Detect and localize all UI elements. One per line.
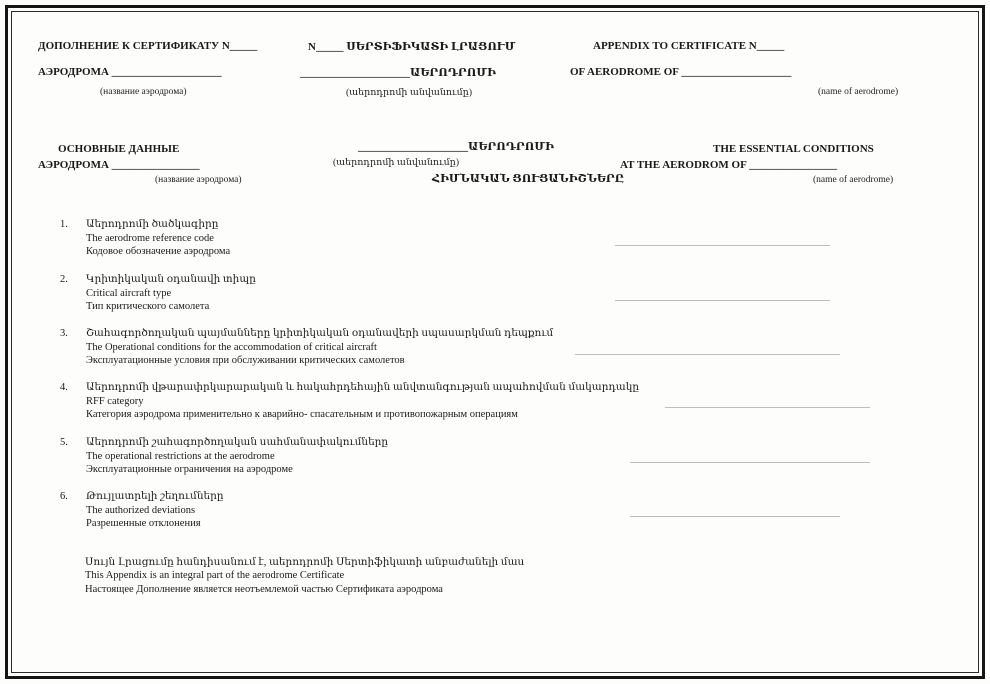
- item-number: 4.: [60, 382, 68, 393]
- item-text-russian: Категория аэродрома применительно к аварийно- спасательным и противопожарным операциям: [86, 409, 518, 420]
- item-number: 6.: [60, 491, 68, 502]
- item-text-armenian: Կրիտիկական օդանավի տիպը: [86, 274, 256, 285]
- item-text-english: The aerodrome reference code: [86, 232, 214, 244]
- header-caption-ru: (название аэродрома): [100, 87, 187, 97]
- subheader-caption-ru: (название аэродрома): [155, 175, 242, 185]
- item-number: 5.: [60, 437, 68, 448]
- subheader-aerodrome-ru: АЭРОДРОМА ________________: [38, 159, 200, 171]
- item-text-armenian: Շահագործողական պայմանները կրիտիկական օդանավերի սպասարկման դեպքում: [86, 328, 554, 339]
- header-aerodrome-en: OF AERODROME OF ____________________: [570, 66, 792, 78]
- subheader-title-hy: ՀԻՄՆԱԿԱՆ ՑՈՒՑԱՆԻՇՆԵՐԸ: [432, 173, 624, 185]
- header-aerodrome-ru: АЭРОДРОМА ____________________: [38, 66, 222, 78]
- item-number: 3.: [60, 328, 68, 339]
- fill-in-line-4: _________________________________________: [665, 398, 870, 409]
- form-item-4: [60, 381, 640, 422]
- form-item-1: [60, 218, 600, 259]
- subheader-title-en: THE ESSENTIAL CONDITIONS: [713, 143, 874, 155]
- header-aerodrome-hy: ____________________ԱԵՐՈԴՐՈՄԻ: [300, 67, 496, 79]
- footer-statement-english: This Appendix is an integral part of the aerodrome Certificate: [85, 570, 345, 581]
- item-text-english: Critical aircraft type: [86, 287, 172, 299]
- fill-in-line-1: ___________________________________________: [615, 236, 830, 247]
- subheader-caption-en: (name of aerodrome): [813, 175, 894, 185]
- item-text-english: The operational restrictions at the aerodrome: [86, 450, 275, 462]
- item-number: 1.: [60, 219, 68, 230]
- item-text-russian: Кодовое обозначение аэродрома: [86, 246, 231, 257]
- item-text-armenian: Աերոդրոմի ծածկագիրը: [86, 219, 219, 230]
- item-number: 2.: [60, 274, 68, 285]
- item-text-russian: Эксплуатационные условия при обслуживании критических самолетов: [86, 355, 405, 366]
- fill-in-line-5: ________________________________________________: [630, 453, 870, 464]
- item-text-english: The authorized deviations: [86, 504, 196, 516]
- item-text-english: RFF category: [86, 395, 144, 407]
- footer-statement-russian: Настоящее Дополнение является неотъемлемой частью Сертификата аэродрома: [85, 584, 443, 595]
- subheader-aerodrome-en: AT THE AERODROM OF ________________: [620, 159, 838, 171]
- form-item-2: [60, 273, 600, 314]
- header-caption-hy: (աերոդրոմի անվանումը): [346, 88, 473, 98]
- fill-in-line-6: __________________________________________: [630, 507, 840, 518]
- subheader-title-ru: ОСНОВНЫЕ ДАННЫЕ: [58, 143, 180, 155]
- header-title-en: APPENDIX TO CERTIFICATE N_____: [593, 40, 785, 52]
- item-text-armenian: Աերոդրոմի վթարափրկարարական և հակահրդեհային անվտանգության ապահովման մակարդակը: [86, 382, 640, 393]
- item-text-russian: Разрешенные отклонения: [86, 518, 201, 529]
- item-text-armenian: Թույլատրելի շեղումները: [86, 491, 224, 502]
- header-caption-en: (name of aerodrome): [818, 87, 899, 97]
- fill-in-line-3: _____________________________________________________: [575, 345, 840, 356]
- form-item-3: [60, 327, 600, 368]
- fill-in-line-2: ___________________________________________: [615, 291, 830, 302]
- item-text-english: The Operational conditions for the accommodation of critical aircraft: [86, 341, 377, 353]
- footer-statement-armenian: Սույն Լրացումը հանդիսանում է, աերոդրոմի Սերտիֆիկատի անբաժանելի մաս: [85, 557, 525, 568]
- form-item-5: [60, 436, 600, 477]
- item-text-russian: Тип критического самолета: [86, 301, 210, 312]
- header-title-ru: ДОПОЛНЕНИЕ К СЕРТИФИКАТУ N_____: [38, 40, 258, 52]
- form-item-6: [60, 490, 600, 531]
- subheader-caption-hy: (աերոդրոմի անվանումը): [333, 158, 460, 168]
- item-text-armenian: Աերոդրոմի շահագործողական սահմանափակումները: [86, 437, 389, 448]
- subheader-aerodrome-hy: ____________________ԱԵՐՈԴՐՈՄԻ: [358, 141, 554, 153]
- item-text-russian: Эксплуатационные ограничения на аэродроме: [86, 464, 293, 475]
- header-title-hy: N_____ ՍԵՐՏԻՖԻԿԱՏԻ ԼՐԱՑՈՒՄ: [308, 41, 516, 53]
